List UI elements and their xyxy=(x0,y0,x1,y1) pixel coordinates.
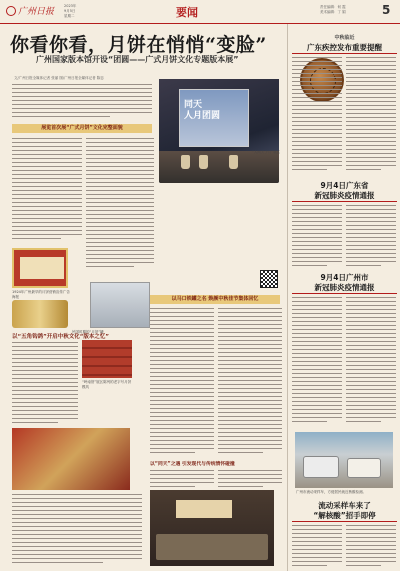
box-label xyxy=(20,257,64,279)
date-day: 9月5日 xyxy=(64,9,76,13)
display-base xyxy=(156,534,268,560)
hero-screen-text: 同天 人月团圆 xyxy=(184,100,221,121)
byline: 文/广州日报全媒体记者 张丽 图/广州日报全媒体记者 陈忠 xyxy=(14,76,104,80)
packaging-display-photo xyxy=(90,282,150,328)
mold-display-photo xyxy=(150,490,274,566)
redbox-caption: 1924年广州最早的月饼营销宣传广告海报 xyxy=(12,290,70,299)
display-sign xyxy=(176,500,232,518)
sidebar-story1-body-a xyxy=(292,57,342,175)
logo-text: 广州日报 xyxy=(18,7,55,17)
display-jar xyxy=(181,155,190,169)
sidebar-photo-caption: 广州市流动采样车，方便居民就近核酸检测。 xyxy=(296,490,366,494)
editor-name: 责任编辑：何 霞 xyxy=(320,5,346,9)
sidebar-story3-body-a xyxy=(292,297,342,427)
body-text-col2 xyxy=(86,138,154,270)
divider xyxy=(292,293,397,294)
sidebar-story4-title-line1: 流动采样车来了 xyxy=(318,501,371,510)
body-text-col7 xyxy=(218,470,282,490)
body-text-col1 xyxy=(12,138,82,246)
masthead xyxy=(0,0,400,24)
sidebar-story4-body-a xyxy=(292,525,342,569)
sidebar-story4-body-b xyxy=(346,525,396,569)
sidebar-story1-kicker: 中秋临近 xyxy=(334,35,355,41)
sampling-van xyxy=(303,456,339,478)
art-editor-name: 美术编辑：丁 娟 xyxy=(320,10,346,14)
sidebar-story3-title-line2: 新冠肺炎疫情通报 xyxy=(314,283,375,292)
sidebar-story1-body-b xyxy=(346,57,396,175)
section-banner-tin: 以马口铁罐之名 焕颜中秋佳节集体回忆 xyxy=(150,295,280,304)
hero-caption: “人间天子月”展区 xyxy=(252,150,281,154)
sidebar-story4-title-line2: “解核酸”招手即停 xyxy=(313,511,376,520)
subtitle-modern-traditional: 以“同天”之遇 引发现代与传统情怀碰撞 xyxy=(150,462,235,467)
newspaper-logo xyxy=(6,4,54,17)
subtitle-version-memory: 以“五角钩鸽”开启中秋文化“版本之忆” xyxy=(12,334,109,340)
date-block xyxy=(64,4,76,19)
qr-code-icon[interactable] xyxy=(260,270,278,288)
date-weekday: 星期二 xyxy=(64,14,75,18)
body-text-col6 xyxy=(150,470,214,490)
body-text-col5 xyxy=(218,308,282,456)
tin-caption: 民国时期的“月饼”罐 xyxy=(72,330,104,334)
divider xyxy=(292,201,397,202)
stack-caption: “岭南馆”展区陈列的老字号月饼模具 xyxy=(82,380,132,389)
old-mooncake-box-photo xyxy=(12,248,68,288)
hero-display-screen xyxy=(179,89,249,147)
editor-credits xyxy=(320,5,346,15)
mooncake-boxes-photo xyxy=(12,428,130,490)
body-text-col8 xyxy=(12,494,142,566)
intro-text xyxy=(12,84,152,124)
hero-display-table xyxy=(159,151,279,183)
sampling-van xyxy=(347,458,381,478)
main-subhead: 广州国家版本馆开设“团圆——广式月饼文化专题版本展” xyxy=(36,55,239,64)
display-jar xyxy=(199,155,208,169)
news-sidebar xyxy=(287,24,400,571)
page-number: 5 xyxy=(382,3,391,17)
display-jar xyxy=(229,155,238,169)
sidebar-story2-title-line1: 9月4日广东省 xyxy=(320,181,369,190)
sidebar-story1-title: 广东疾控发布重要提醒 xyxy=(307,43,382,52)
exhibit-hero-photo xyxy=(159,79,279,183)
body-text-col3 xyxy=(12,342,78,426)
sidebar-story3-body-b xyxy=(346,297,396,427)
body-text-col4 xyxy=(150,308,214,456)
sampling-vehicle-photo xyxy=(295,432,393,488)
sidebar-story2-body-a xyxy=(292,205,342,269)
mooncake-mold-photo xyxy=(82,340,132,378)
section-title: 要闻 xyxy=(176,6,198,19)
main-headline: 你看你看，月饼在悄悄“变脸” xyxy=(10,34,267,56)
date-year: 2023年 xyxy=(64,4,77,8)
section-banner-exhibit: 展览首次展“广式月饼”文化完整面貌 xyxy=(12,124,152,133)
newspaper-logo-icon xyxy=(6,6,16,16)
sidebar-story3-title-line1: 9月4日广州市 xyxy=(320,273,369,282)
sidebar-story2-body-b xyxy=(346,205,396,269)
divider xyxy=(292,53,397,54)
tin-can-photo xyxy=(12,300,68,328)
sidebar-story2-title-line2: 新冠肺炎疫情通报 xyxy=(314,191,375,200)
divider xyxy=(292,521,397,522)
